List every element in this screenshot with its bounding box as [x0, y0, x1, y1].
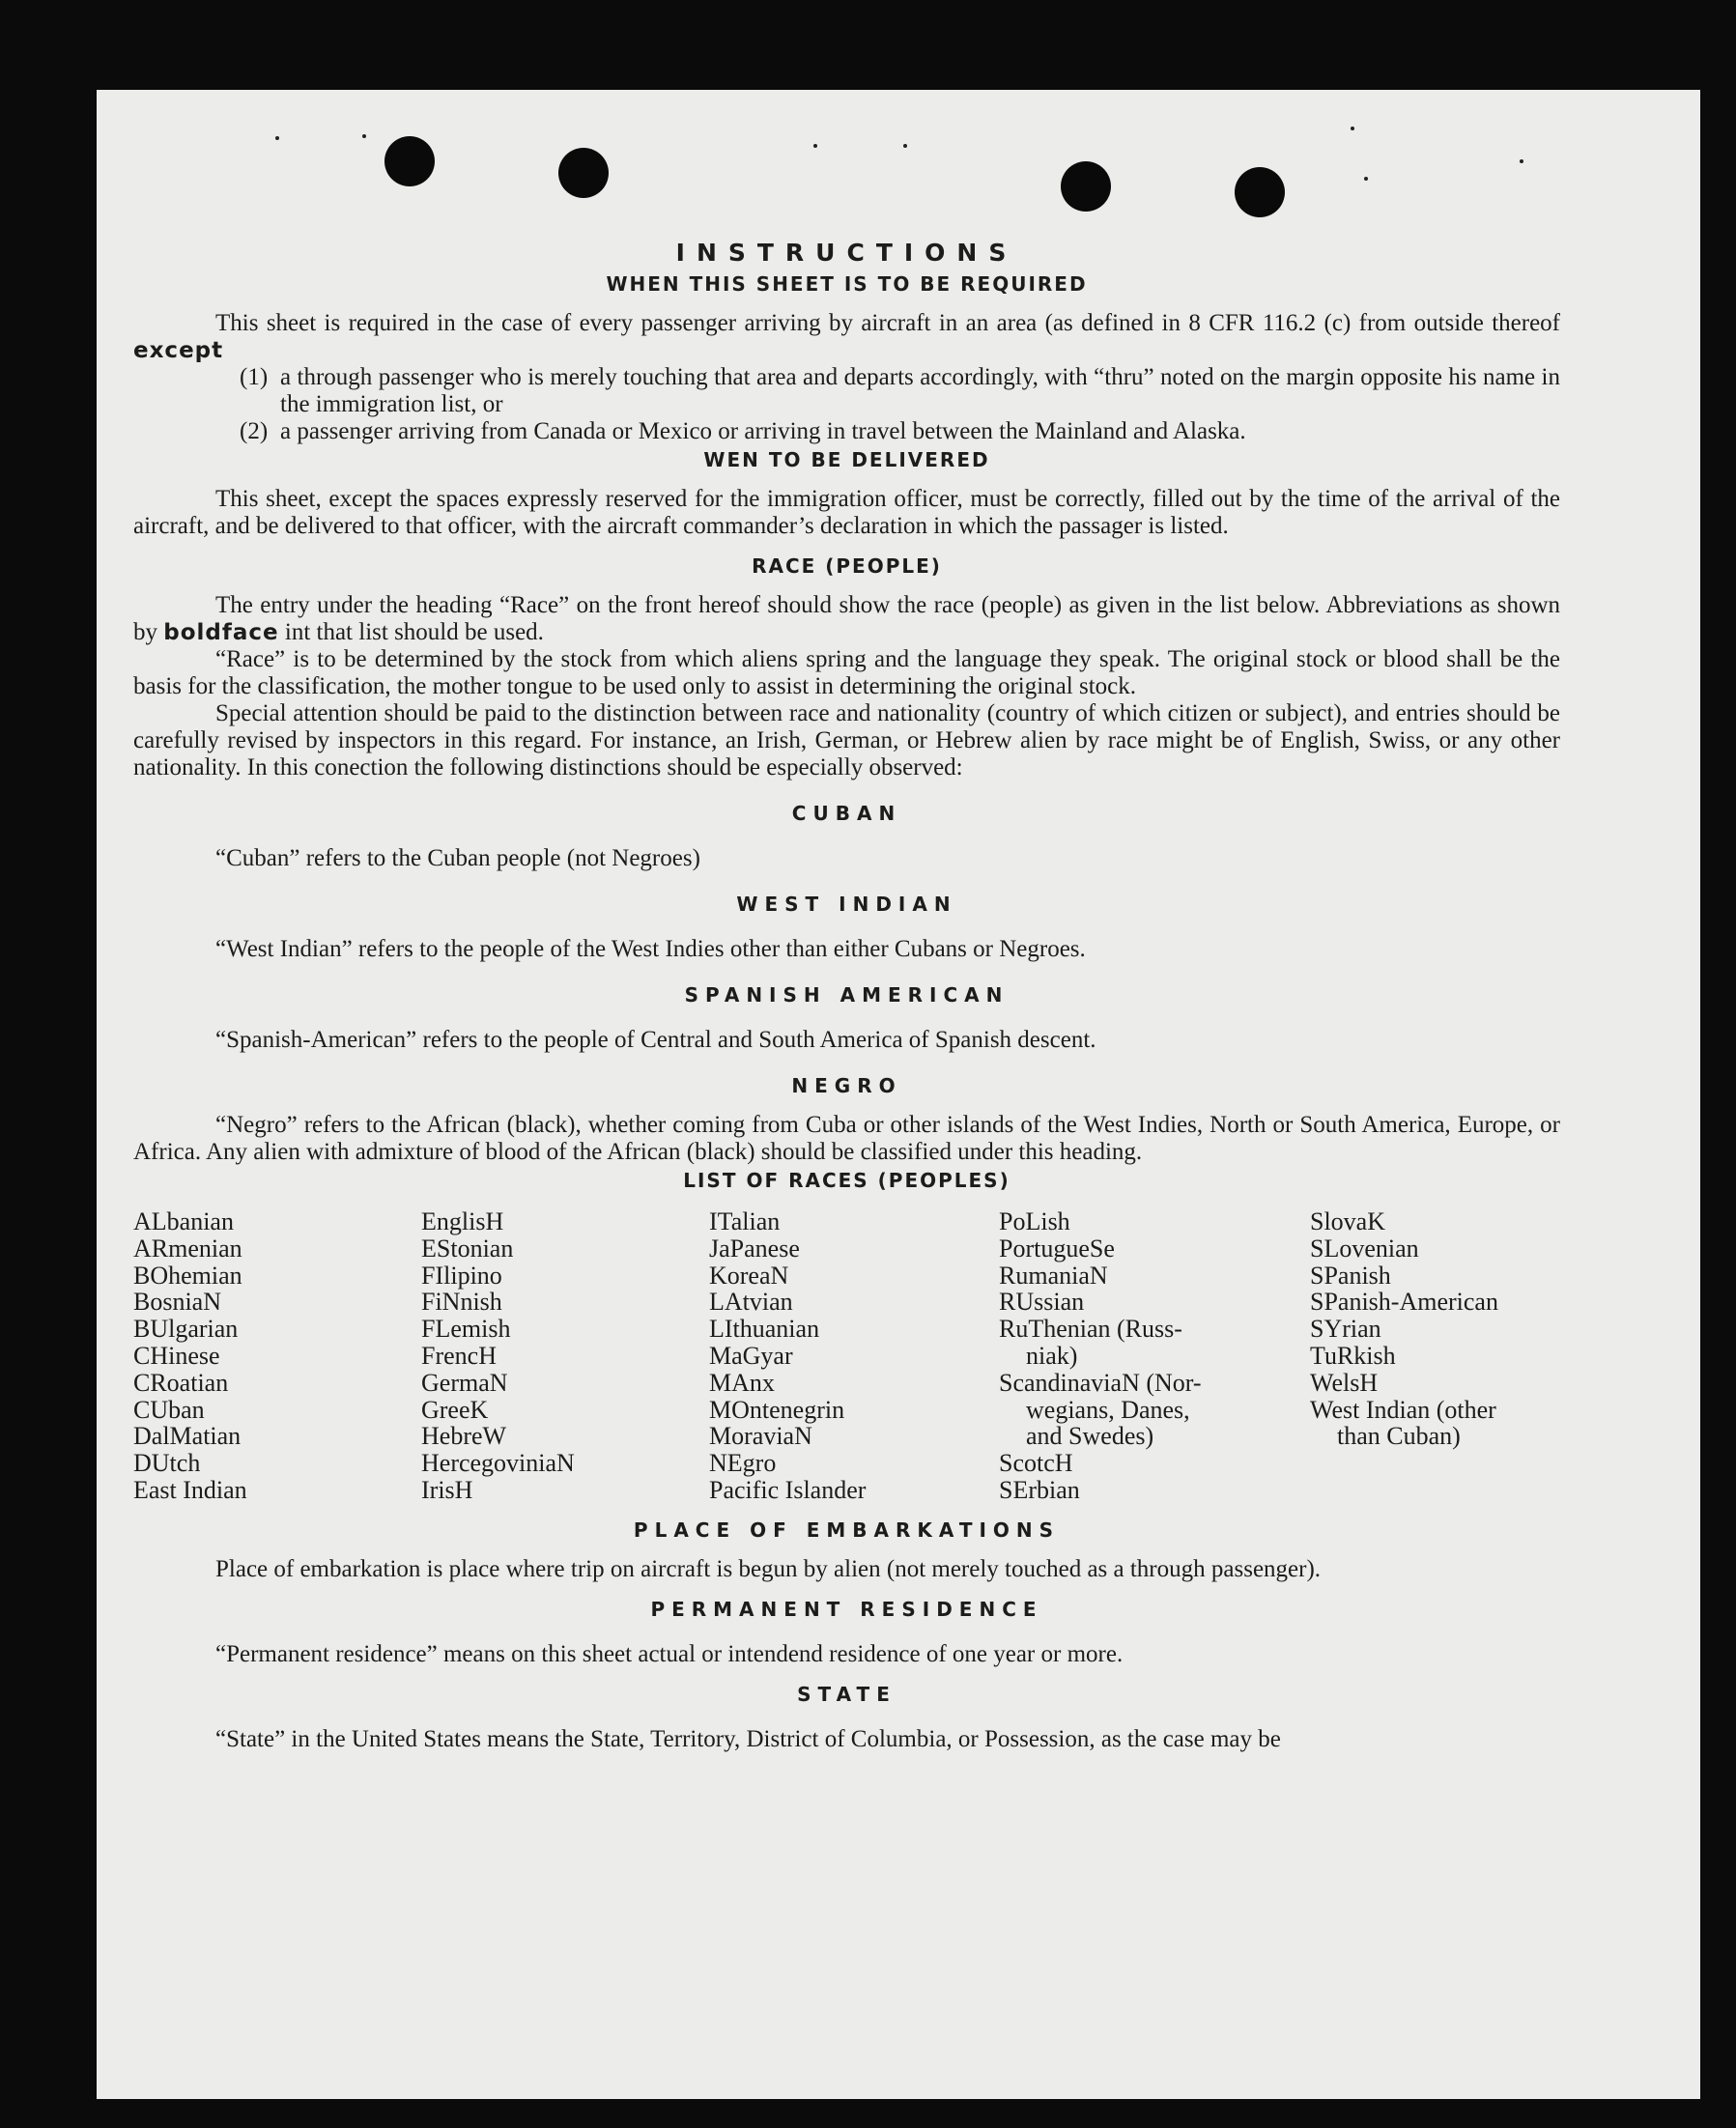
punch-hole: [1061, 161, 1111, 212]
race-entry: IrisH: [421, 1475, 473, 1504]
races-column: [709, 1208, 999, 1504]
race-entry: RuThenian (Russ-: [999, 1315, 1182, 1344]
page-title: INSTRUCTIONS: [675, 239, 1018, 267]
race-entry: CUban: [133, 1395, 205, 1424]
section-heading-spanish-american: SPANISH AMERICAN: [684, 983, 1010, 1007]
race-entry: LIthuanian: [709, 1315, 820, 1344]
emphasis-except: except: [133, 338, 224, 363]
section-heading-state: STATE: [797, 1682, 896, 1706]
when-required-intro: This sheet is required in the case of every passenger arriving by aircraft in an area (as defined in 8 CFR 116.2 (c) from outside thereof except: [133, 310, 1560, 363]
cuban-text: “Cuban” refers to the Cuban people (not Negroes): [215, 845, 700, 871]
race-entry: FLemish: [421, 1315, 511, 1344]
race-entry: SlovaK: [1310, 1207, 1385, 1235]
races-column: [1310, 1208, 1561, 1504]
race-entry: FiNnish: [421, 1288, 502, 1317]
section-heading-permanent-residence: PERMANENT RESIDENCE: [650, 1597, 1043, 1621]
race-entry: wegians, Danes,: [1026, 1395, 1190, 1424]
race-entry: MAnx: [709, 1368, 775, 1397]
race-entry: JaPanese: [709, 1234, 800, 1263]
punch-hole: [384, 136, 435, 186]
section-heading-cuban: CUBAN: [791, 802, 902, 825]
race-entry: EStonian: [421, 1234, 514, 1263]
race-entry: DUtch: [133, 1449, 201, 1478]
race-entry: LAtvian: [709, 1288, 793, 1317]
race-entry: SPanish: [1310, 1261, 1391, 1290]
race-entry: CHinese: [133, 1341, 220, 1370]
section-heading-list-of-races: LIST OF RACES (PEOPLES): [683, 1169, 1010, 1192]
speck: [1351, 127, 1354, 130]
speck: [813, 144, 817, 148]
race-entry: BUlgarian: [133, 1315, 239, 1344]
speck: [903, 144, 907, 148]
race-entry: CRoatian: [133, 1368, 229, 1397]
race-entry: SLovenian: [1310, 1234, 1419, 1263]
section-heading-negro: NEGRO: [791, 1074, 902, 1097]
race-entry: RUssian: [999, 1288, 1085, 1317]
race-entry: HercegoviniaN: [421, 1449, 575, 1478]
emphasis-boldface: boldface: [163, 620, 279, 645]
section-heading-embarkation: PLACE OF EMBARKATIONS: [633, 1518, 1061, 1542]
race-entry: PoLish: [999, 1207, 1070, 1235]
race-entry: East Indian: [133, 1475, 247, 1504]
races-list: [133, 1208, 1560, 1504]
race-entry: DalMatian: [133, 1422, 242, 1451]
section-heading-when-delivered: WEN TO BE DELIVERED: [703, 448, 990, 471]
race-entry: HebreW: [421, 1422, 507, 1451]
race-entry: West Indian (other: [1310, 1395, 1496, 1424]
negro-text: “Negro” refers to the African (black), whether coming from Cuba or other islands of the West Indies, North or South America, Europe, or Africa. Any alien with admixture of blood of the African (black) should be classified under this heading.: [133, 1112, 1560, 1165]
race-entry: niak): [1026, 1341, 1078, 1370]
race-paragraph-3: Special attention should be paid to the distinction between race and nationality (country of which citizen or subject), and entries should be carefully revised by inspectors in this regard. For instance, an Irish, German, or Hebrew alien by race might be of English, Swiss, or any other nationality. In this conection the following distinctions should be especially observed:: [133, 700, 1560, 780]
state-text: “State” in the United States means the State, Territory, District of Columbia, or Possession, as the case may be: [215, 1725, 1281, 1752]
race-paragraph-2: “Race” is to be determined by the stock from which aliens spring and the language they speak. The original stock or blood shall be the basis for the classification, the mother tongue to be used only to assist in determining the original stock.: [133, 646, 1560, 699]
race-entry: MaGyar: [709, 1341, 793, 1370]
races-column: [133, 1208, 421, 1504]
speck: [362, 134, 366, 138]
west-indian-text: “West Indian” refers to the people of the West Indies other than either Cubans or Negroes.: [215, 936, 1086, 962]
race-entry: Pacific Islander: [709, 1475, 867, 1504]
race-entry: BosniaN: [133, 1288, 221, 1317]
race-entry: ITalian: [709, 1207, 781, 1235]
section-heading-when-required: WHEN THIS SHEET IS TO BE REQUIRED: [606, 272, 1088, 296]
race-entry: ARmenian: [133, 1234, 242, 1263]
residence-text: “Permanent residence” means on this sheet actual or intendend residence of one year or more.: [215, 1640, 1124, 1667]
race-entry: PortugueSe: [999, 1234, 1115, 1263]
race-entry: WelsH: [1310, 1368, 1379, 1397]
race-entry: NEgro: [709, 1449, 777, 1478]
race-entry: ScotcH: [999, 1449, 1073, 1478]
punch-hole: [558, 148, 609, 198]
race-entry: GermaN: [421, 1368, 508, 1397]
race-entry: RumaniaN: [999, 1261, 1108, 1290]
exception-item: (1) a through passenger who is merely touching that area and departs accordingly, with “thru” noted on the margin opposite his name in the immigration list, or: [240, 364, 1560, 417]
race-entry: FrencH: [421, 1341, 497, 1370]
section-heading-race: RACE (PEOPLE): [752, 554, 942, 578]
race-entry: SErbian: [999, 1475, 1080, 1504]
speck: [1520, 159, 1523, 163]
section-heading-west-indian: WEST INDIAN: [736, 893, 957, 916]
races-column: [421, 1208, 709, 1504]
races-column: [999, 1208, 1310, 1504]
speck: [1364, 177, 1368, 181]
race-entry: BOhemian: [133, 1261, 242, 1290]
document-page: [97, 90, 1700, 2099]
speck: [275, 136, 279, 140]
race-entry: GreeK: [421, 1395, 489, 1424]
race-entry: SYrian: [1310, 1315, 1381, 1344]
race-entry: ALbanian: [133, 1207, 234, 1235]
race-entry: than Cuban): [1337, 1422, 1461, 1451]
embarkation-text: Place of embarkation is place where trip on aircraft is begun by alien (not merely touched as a through passenger).: [215, 1555, 1322, 1582]
race-entry: TuRkish: [1310, 1341, 1396, 1370]
race-paragraph-1: The entry under the heading “Race” on the front hereof should show the race (people) as given in the list below. Abbreviations as shown by boldface int that list should be used.: [133, 592, 1560, 645]
exception-item: (2) a passenger arriving from Canada or Mexico or arriving in travel between the Mainland and Alaska.: [240, 418, 1246, 444]
race-entry: MOntenegrin: [709, 1395, 845, 1424]
race-entry: KoreaN: [709, 1261, 789, 1290]
race-entry: SPanish-American: [1310, 1288, 1498, 1317]
race-entry: MoraviaN: [709, 1422, 812, 1451]
race-entry: and Swedes): [1026, 1422, 1154, 1451]
punch-hole: [1235, 167, 1285, 217]
race-entry: ScandinaviaN (Nor-: [999, 1368, 1202, 1397]
spanish-american-text: “Spanish-American” refers to the people of Central and South America of Spanish descent.: [215, 1027, 1096, 1053]
race-entry: EnglisH: [421, 1207, 504, 1235]
when-delivered-text: This sheet, except the spaces expressly reserved for the immigration officer, must be correctly, filled out by the time of the arrival of the aircraft, and be delivered to that officer, with the aircraft commander’s declaration in which the passager is listed.: [133, 486, 1560, 539]
race-entry: FIlipino: [421, 1261, 502, 1290]
